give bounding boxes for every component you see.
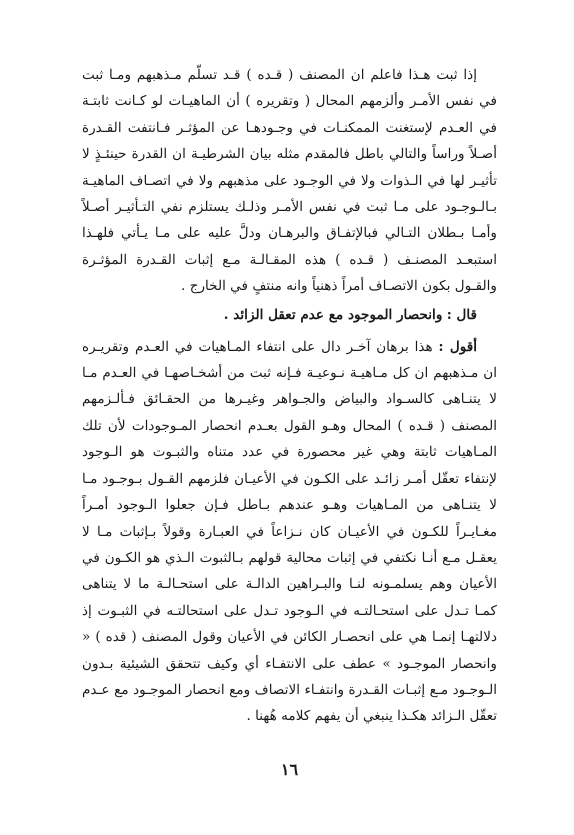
heading-title: وانحصار الموجود مع عدم تعقل الزائد .	[223, 306, 443, 323]
heading-label: قال :	[446, 306, 477, 323]
page-number: ١٦	[280, 760, 299, 779]
paragraph-2	[82, 334, 497, 730]
paragraph-2-body: هذا برهان آخـر دال على انتفاء المـاهيات في العـدم وتقريـره ان مـذهبهم ان كل مـاهيـة نـوعيـة فـإنه ثبت من أشخـاصهـا في العـدم مـا لا يتنـاهى كالسـواد والبياض والجـواهر وغيـرها من الحقـائق فـألـزمهم المصنف ( قـده ) المحال وهـو القول بعـدم انحصار المـوجودات لأن تلك المـاهيات ثابتة وهي غير محصورة في عدد متناه والثبـوت هو الـوجود لإنتفاء تعقّل أمـر زائـد على الكـون في الأعيـان فلزمهم القـول بـوجـود مـا لا يتنـاهى من المـاهيات وهـو عندهم بـاطل فـإن جعلوا الـوجود أمـراً مغـايـراً للكـون في الأعيـان كان نـزاعاً في العبـارة وقولاً بـإثبات مـا لا يعقـل مـع أنـا نكتفي في إثبات محالية قولهم بـالثبوت الـذي هو الكـون في الأعيان وهم يسلمـونه لنـا والبـراهين الدالـة على استحـالـة ما لا يتناهى كمـا تـدل على استحـالتـه في الـوجود تـدل على استحالتـه في الثبـوت إذ دلالتهـا إنمـا هي على انحصـار الكائن في الأعيان وقول المصنف ( قده ) « وانحصار الموجـود » عطف على الانتفـاء أي وكيف تتحقق الشيئية بـدون الـوجـود مـع إثبـات القـدرة وانتفـاء الاتصاف ومع انحصار الموجـود مع عـدم تعقّل الـزائد هكـذا ينبغي أن يفهم كلامه هُهنا .	[82, 338, 497, 725]
paragraph-2-lead: أقول :	[438, 338, 477, 355]
book-page	[82, 62, 497, 822]
paragraph-1: إذا ثبت هـذا فاعلم ان المصنف ( قـده ) قـد تسلّم مـذهبهم ومـا ثبت في نفس الأمـر وألزمهم المحال ( وتقريره ) أن الماهيـات لو كـانت ثابتـة في العـدم لإستغنت الممكنـات في وجـودهـا عن المؤثـر فـانتفت القـدرة أصـلاً وراساً والتالي باطل فالمقدم مثله بيان الشرطيـة ان القدرة حينئـذٍ لا تأثيـر لها في الـذوات ولا في الوجـود على مذهبهم ولا في اتصـاف الماهيـة بـالـوجـود على مـا ثبت في نفس الأمـر وذلـك يستلزم نفي التـأثيـر أصـلاً وأمـا بـطلان التـالي فبالإتفـاق والبرهـان ودلَّ عليه على مـا يـأتي فلهـذا استبعـد المصنـف ( قـده ) هذه المقـالـة مـع إثبات القـدرة المؤثـرة والقـول بكون الاتصـاف أمراً ذهنياً وانه منتفٍ في الخارج .	[82, 67, 497, 295]
section-heading	[82, 302, 497, 328]
